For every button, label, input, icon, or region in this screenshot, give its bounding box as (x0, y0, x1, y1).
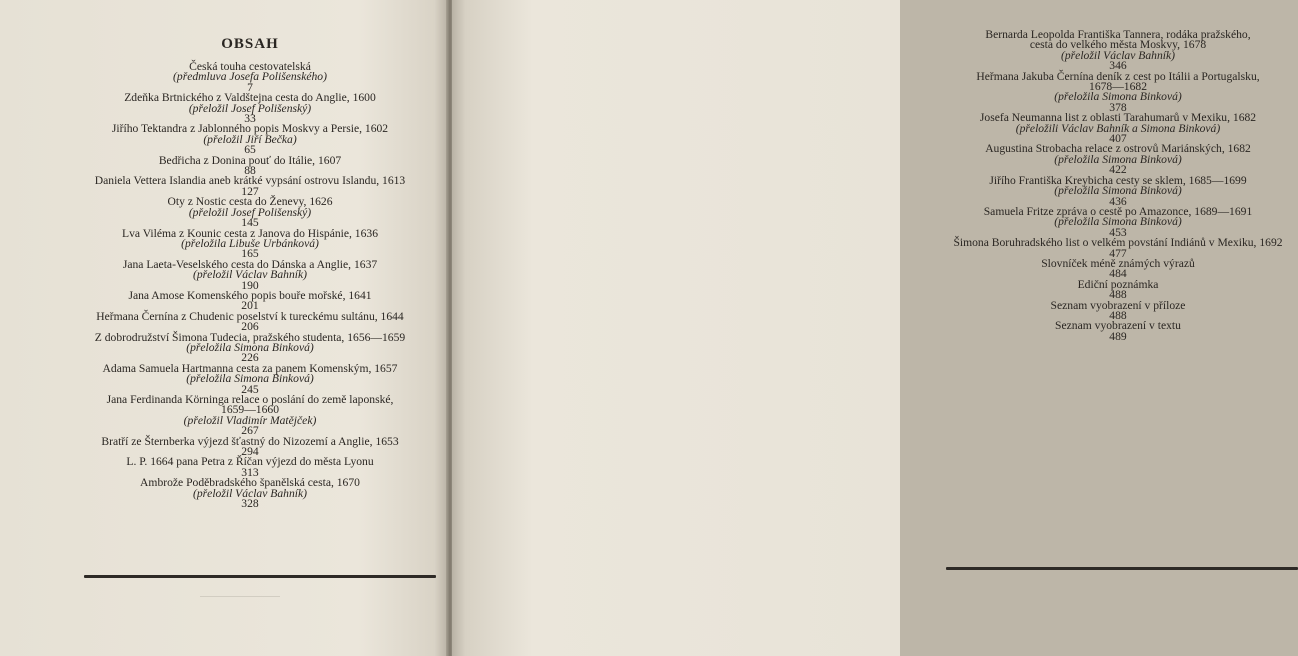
toc-entry-page-number: 65 (244, 143, 256, 157)
left-bottom-rule (84, 575, 436, 578)
toc-entry-page-number: 245 (241, 382, 259, 396)
toc-entry (70, 478, 430, 509)
toc-heading: OBSAH (221, 36, 279, 52)
toc-entry-title: Ediční poznámka (1077, 277, 1159, 291)
toc-entry-translator: (přeložil Vladimír Matějček) (183, 413, 317, 427)
toc-entry-translator: (přeložil Josef Polišenský) (188, 205, 312, 219)
toc-entry (70, 257, 430, 292)
toc-entry (70, 93, 430, 124)
toc-entry-title: Adama Samuela Hartmanna cesta za panem Komenským, 1657 (102, 361, 398, 375)
toc-left-entries (70, 62, 430, 509)
toc-entry (938, 277, 1298, 302)
toc-entry-translator: (přeložila Simona Binková) (186, 372, 314, 386)
toc-entry-title-cont: 1678—1682 (1089, 80, 1147, 94)
toc-entry-translator: (přeložila Simona Binková) (1054, 90, 1182, 104)
toc-entry-translator: (přeložila Simona Binková) (1054, 215, 1182, 229)
toc-entry (938, 144, 1298, 175)
right-page (452, 0, 1283, 656)
toc-entry-title: Josefa Neumanna list z oblasti Tarahumarů v Mexiku, 1682 (979, 111, 1257, 125)
toc-entry (70, 457, 430, 478)
toc-entry-page-number: 201 (241, 299, 259, 313)
left-page (0, 0, 448, 656)
toc-entry-page-number: 190 (241, 278, 259, 292)
toc-right-entries (938, 30, 1298, 342)
toc-entry (70, 330, 430, 365)
toc-entry-title: Samuela Fritze zpráva o cestě po Amazonce, 1689—1691 (983, 204, 1253, 218)
toc-entry-title: Lva Viléma z Kounic cesta z Janova do Hispánie, 1636 (121, 226, 378, 240)
toc-entry-title-cont: 1659—1660 (221, 403, 279, 417)
toc-entry-title: L. P. 1664 pana Petra z Říčan výjezd do města Lyonu (126, 455, 374, 469)
toc-entry (70, 62, 430, 93)
toc-entry-translator: (předmluva Josefa Polišenského) (173, 70, 327, 84)
toc-entry-page-number: 165 (241, 247, 259, 261)
toc-entry-translator: (přeložil Jiří Bečka) (203, 132, 297, 146)
toc-entry-page-number: 267 (241, 424, 259, 438)
toc-entry-page-number: 88 (244, 164, 256, 178)
toc-entry-title: Bernarda Leopolda Františka Tannera, rodáka pražského, (985, 28, 1251, 41)
toc-entry-page-number: 378 (1109, 100, 1127, 114)
toc-entry (938, 173, 1298, 208)
toc-entry-page-number: 127 (241, 184, 259, 198)
toc-entry-translator: (přeložil Václav Bahník) (193, 268, 307, 282)
toc-entry (70, 197, 430, 228)
toc-entry (70, 288, 430, 313)
toc-entry (938, 204, 1298, 239)
toc-entry-page-number: 477 (1109, 246, 1127, 260)
toc-entry-page-number: 346 (1109, 59, 1127, 73)
toc-entry (938, 256, 1298, 281)
toc-entry-translator: (přeložili Václav Bahník a Simona Binková) (1015, 121, 1221, 135)
toc-entry-title: Seznam vyobrazení v textu (1055, 319, 1181, 333)
toc-entry-title: Heřmana Černína z Chudenic poselství k tureckému sultánu, 1644 (96, 309, 404, 323)
toc-entry-title: Česká touha cestovatelská (189, 60, 311, 73)
toc-entry-page-number: 484 (1109, 267, 1127, 281)
toc-entry-page-number: 226 (241, 351, 259, 365)
toc-entry-title: Jiřího Františka Kreybicha cesty se sklem, 1685—1699 (989, 173, 1247, 187)
toc-entry-page-number: 313 (241, 465, 259, 479)
toc-entry (938, 30, 1298, 72)
toc-left-column (70, 36, 430, 509)
toc-entry-title: Augustina Strobacha relace z ostrovů Mariánských, 1682 (985, 142, 1251, 156)
toc-entry-translator: (přeložila Simona Binková) (1054, 152, 1182, 166)
toc-entry (938, 69, 1298, 114)
toc-entry-title: Bedřicha z Donina pouť do Itálie, 1607 (158, 153, 342, 167)
toc-entry-translator: (přeložil Václav Bahník) (1061, 48, 1175, 62)
toc-entry (938, 238, 1298, 259)
toc-entry-translator: (přeložila Simona Binková) (1054, 184, 1182, 198)
toc-entry-title: Bratří ze Šternberka výjezd šťastný do Nizozemí a Anglie, 1653 (101, 434, 399, 448)
toc-entry-title: Daniela Vettera Islandia aneb krátké vypsání ostrovu Islandu, 1613 (94, 174, 406, 188)
toc-entry-page-number: 206 (241, 320, 259, 334)
toc-entry-title: Jana Ferdinanda Körninga relace o poslání do země laponské, (106, 393, 394, 406)
toc-entry (70, 153, 430, 178)
toc-entry-title: Jiřího Tektandra z Jablonného popis Moskvy a Persie, 1602 (111, 122, 389, 136)
toc-entry-title: Jana Laeta-Veselského cesta do Dánska a Anglie, 1637 (122, 257, 378, 271)
bleed-through-mark (200, 596, 280, 611)
toc-entry (938, 298, 1298, 322)
toc-entry-page-number: 488 (1109, 308, 1127, 322)
toc-entry-title: Jana Amose Komenského popis bouře mořské, 1641 (128, 288, 372, 302)
toc-entry-title: Slovníček méně známých výrazů (1041, 256, 1195, 270)
toc-entry (70, 124, 430, 155)
toc-entry-title: Šimona Boruhradského list o velkém povstání Indiánů v Mexiku, 1692 (953, 236, 1283, 250)
toc-entry-page-number: 7 (247, 80, 253, 94)
toc-entry-title-cont: cesta do velkého města Moskvy, 1678 (1029, 38, 1207, 52)
toc-entry (938, 113, 1298, 144)
toc-entry (70, 395, 430, 437)
toc-entry-page-number: 328 (241, 497, 259, 511)
toc-entry (70, 361, 430, 396)
toc-entry-translator: (přeložila Libuše Urbánková) (181, 236, 319, 250)
toc-entry-translator: (přeložil Josef Polišenský) (188, 101, 312, 115)
toc-entry-title: Ambrože Poděbradského španělská cesta, 1670 (140, 476, 360, 490)
toc-entry-translator: (přeložil Václav Bahník) (193, 486, 307, 500)
toc-entry-page-number: 145 (241, 216, 259, 230)
toc-entry (70, 309, 430, 334)
toc-entry-page-number: 488 (1109, 288, 1127, 302)
toc-entry-title: Heřmana Jakuba Černína deník z cest po Itálii a Portugalsku, (976, 69, 1260, 83)
toc-entry-title: Zdeňka Brtnického z Valdštejna cesta do Anglie, 1600 (124, 91, 376, 105)
toc-entry-page-number: 422 (1109, 163, 1127, 177)
toc-entry-page-number: 407 (1109, 132, 1127, 146)
toc-entry-page-number: 294 (241, 445, 259, 459)
toc-right-column (938, 30, 1298, 342)
toc-entry (70, 226, 430, 261)
toc-entry-title: Oty z Nostic cesta do Ženevy, 1626 (167, 195, 333, 209)
toc-entry-page-number: 489 (1109, 329, 1127, 343)
toc-entry-translator: (přeložila Simona Binková) (186, 340, 314, 354)
toc-entry-page-number: 33 (244, 112, 256, 126)
toc-entry-title: Seznam vyobrazení v příloze (1050, 298, 1186, 312)
toc-entry-page-number: 453 (1109, 225, 1127, 239)
toc-entry (938, 321, 1298, 342)
toc-entry-page-number: 436 (1109, 194, 1127, 208)
toc-entry-title: Z dobrodružství Šimona Tudecia, pražského studenta, 1656—1659 (94, 330, 406, 344)
right-bottom-rule (946, 567, 1298, 570)
